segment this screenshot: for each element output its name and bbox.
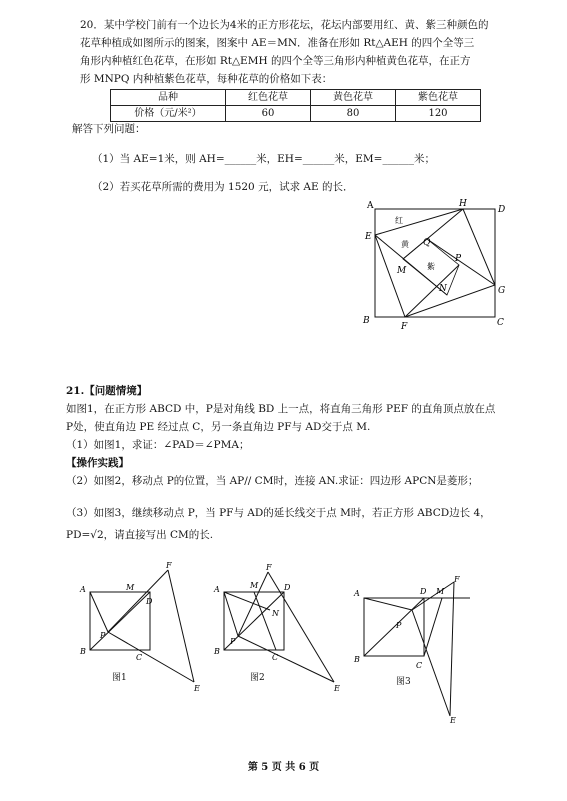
label-g: G [498,286,506,296]
price-table-header [111,90,481,106]
fig2-label-d: D [284,583,291,592]
label-a: A [367,201,374,211]
q20-answer-intro: 解答下列问题： [72,123,146,135]
segment-cm [424,598,442,656]
q21-line-4: （2）如图2，移动点 P的位置，当 AP// CM时，连接 AN.求证：四边形 APCN是菱形； [66,475,479,487]
q20-figure [355,195,515,335]
segment-f-p [405,265,459,317]
fig2-label-a: A [214,585,220,594]
price-table [110,89,481,122]
fig1-label-m: M [126,583,135,592]
fig3-label-p: P [396,621,402,630]
price-table-row [111,106,481,122]
fig3-label-f: F [454,575,460,584]
label-n: N [439,284,447,294]
figure-3 [350,574,480,724]
table-cell: 黄色花草 [311,90,396,106]
fig1-label-b: B [80,647,86,656]
q21-line-2: P处，使直角边 PE 经过点 C，另一条直角边 PF与 AD交于点 M. [66,421,371,433]
segment-an [224,592,270,610]
segment-pf [108,570,168,632]
label-d: D [498,205,506,215]
label-p: P [455,254,462,264]
fig1-label-c: C [136,653,143,662]
table-cell: 60 [226,106,311,122]
fig3-label-b: B [354,655,360,664]
q21-line-3: （1）如图1，求证：∠PAD＝∠PMA； [66,439,250,451]
segment-pf [412,582,454,610]
q21-line-1: 如图1，在正方形 ABCD 中，P是对角线 BD 上一点，将直角三角形 PEF 的直角顶点放在点 [66,403,496,415]
q20-line-2: 花草种植成如图所示的图案，图案中 AE＝MN．准备在形如 Rt△AEH 的四个全等三 [80,37,475,49]
diagonal-bd [90,592,150,650]
fig1-label-e: E [194,684,200,693]
inner-square [375,209,495,317]
segment-ap [364,598,412,610]
label-m: M [397,266,407,276]
label-b: B [363,316,370,326]
fig2-label-m: M [250,581,259,590]
fig2-label-c: C [272,653,279,662]
diagonal-bd [364,598,424,656]
segment-cm [254,592,276,650]
segment-ap [224,592,238,636]
fig2-label-p: P [230,637,236,646]
label-f: F [401,322,408,332]
fig2-label-b: B [214,647,220,656]
fig3-label-m: M [436,587,445,596]
outer-square [375,209,495,317]
label-e: E [365,232,372,242]
label-c: C [497,318,504,328]
fig3-label-a: A [354,589,360,598]
segment-fe [450,582,454,716]
figure-1 [76,560,216,695]
fig1-label-f: F [166,561,172,570]
segment-fe [168,570,194,682]
q21-heading: 21.【问题情境】 [66,385,148,397]
segment-fe [268,572,334,682]
q20-part-2: （2）若买花草所需的费用为 1520 元，试求 AE 的长． [92,181,354,193]
table-cell: 120 [396,106,481,122]
label-q: Q [423,238,431,248]
q21-line-5: （3）如图3，继续移动点 P，当 PF与 AD的延长线交于点 M时，若正方形 ABCD边长 4， [66,507,491,519]
q20-part-1: （1）当 AE=1米，则 AH=______米，EH=______米，EM=______米； [92,153,435,165]
table-cell: 红色花草 [226,90,311,106]
q20-line-3: 角形内种植红色花草，在形如 Rt△EMH 的四个全等三角形内种植黄色花草，在正方 [80,55,471,67]
fig1-label-p: P [100,631,106,640]
fig2-label-e: E [334,684,340,693]
fig3-label-e: E [450,716,456,724]
region-purple-label: 紫 [427,262,435,271]
fig2-caption: 图2 [250,673,265,683]
table-cell: 80 [311,106,396,122]
segment-ap [90,592,108,632]
fig1-label-a: A [80,585,86,594]
label-h: H [459,199,467,209]
fig1-label-d: D [146,597,153,606]
region-red-label: 红 [395,216,403,225]
region-yellow-label: 黄 [401,240,409,249]
table-cell: 价格（元/米²） [111,106,226,122]
table-cell: 紫色花草 [396,90,481,106]
q21-line-6: PD=√2，请直接写出 CM的长. [66,529,214,541]
fig1-caption: 图1 [112,673,127,683]
figure-2 [210,560,355,695]
fig3-label-d: D [420,587,427,596]
fig2-label-f: F [266,563,272,572]
q20-line-4: 形 MNPQ 内种植紫色花草，每种花草的价格如下表： [80,73,333,85]
table-cell: 品种 [111,90,226,106]
q21-op-heading: 【操作实践】 [66,457,129,469]
fig2-label-n: N [272,609,279,618]
q20-line-1: 20．某中学校门前有一个边长为4米的正方形花坛，花坛内部要用红、黄、紫三种颜色的 [80,19,489,31]
fig3-caption: 图3 [396,677,411,687]
page-footer: 第 5 页 共 6 页 [247,762,320,773]
fig3-label-c: C [416,661,423,670]
